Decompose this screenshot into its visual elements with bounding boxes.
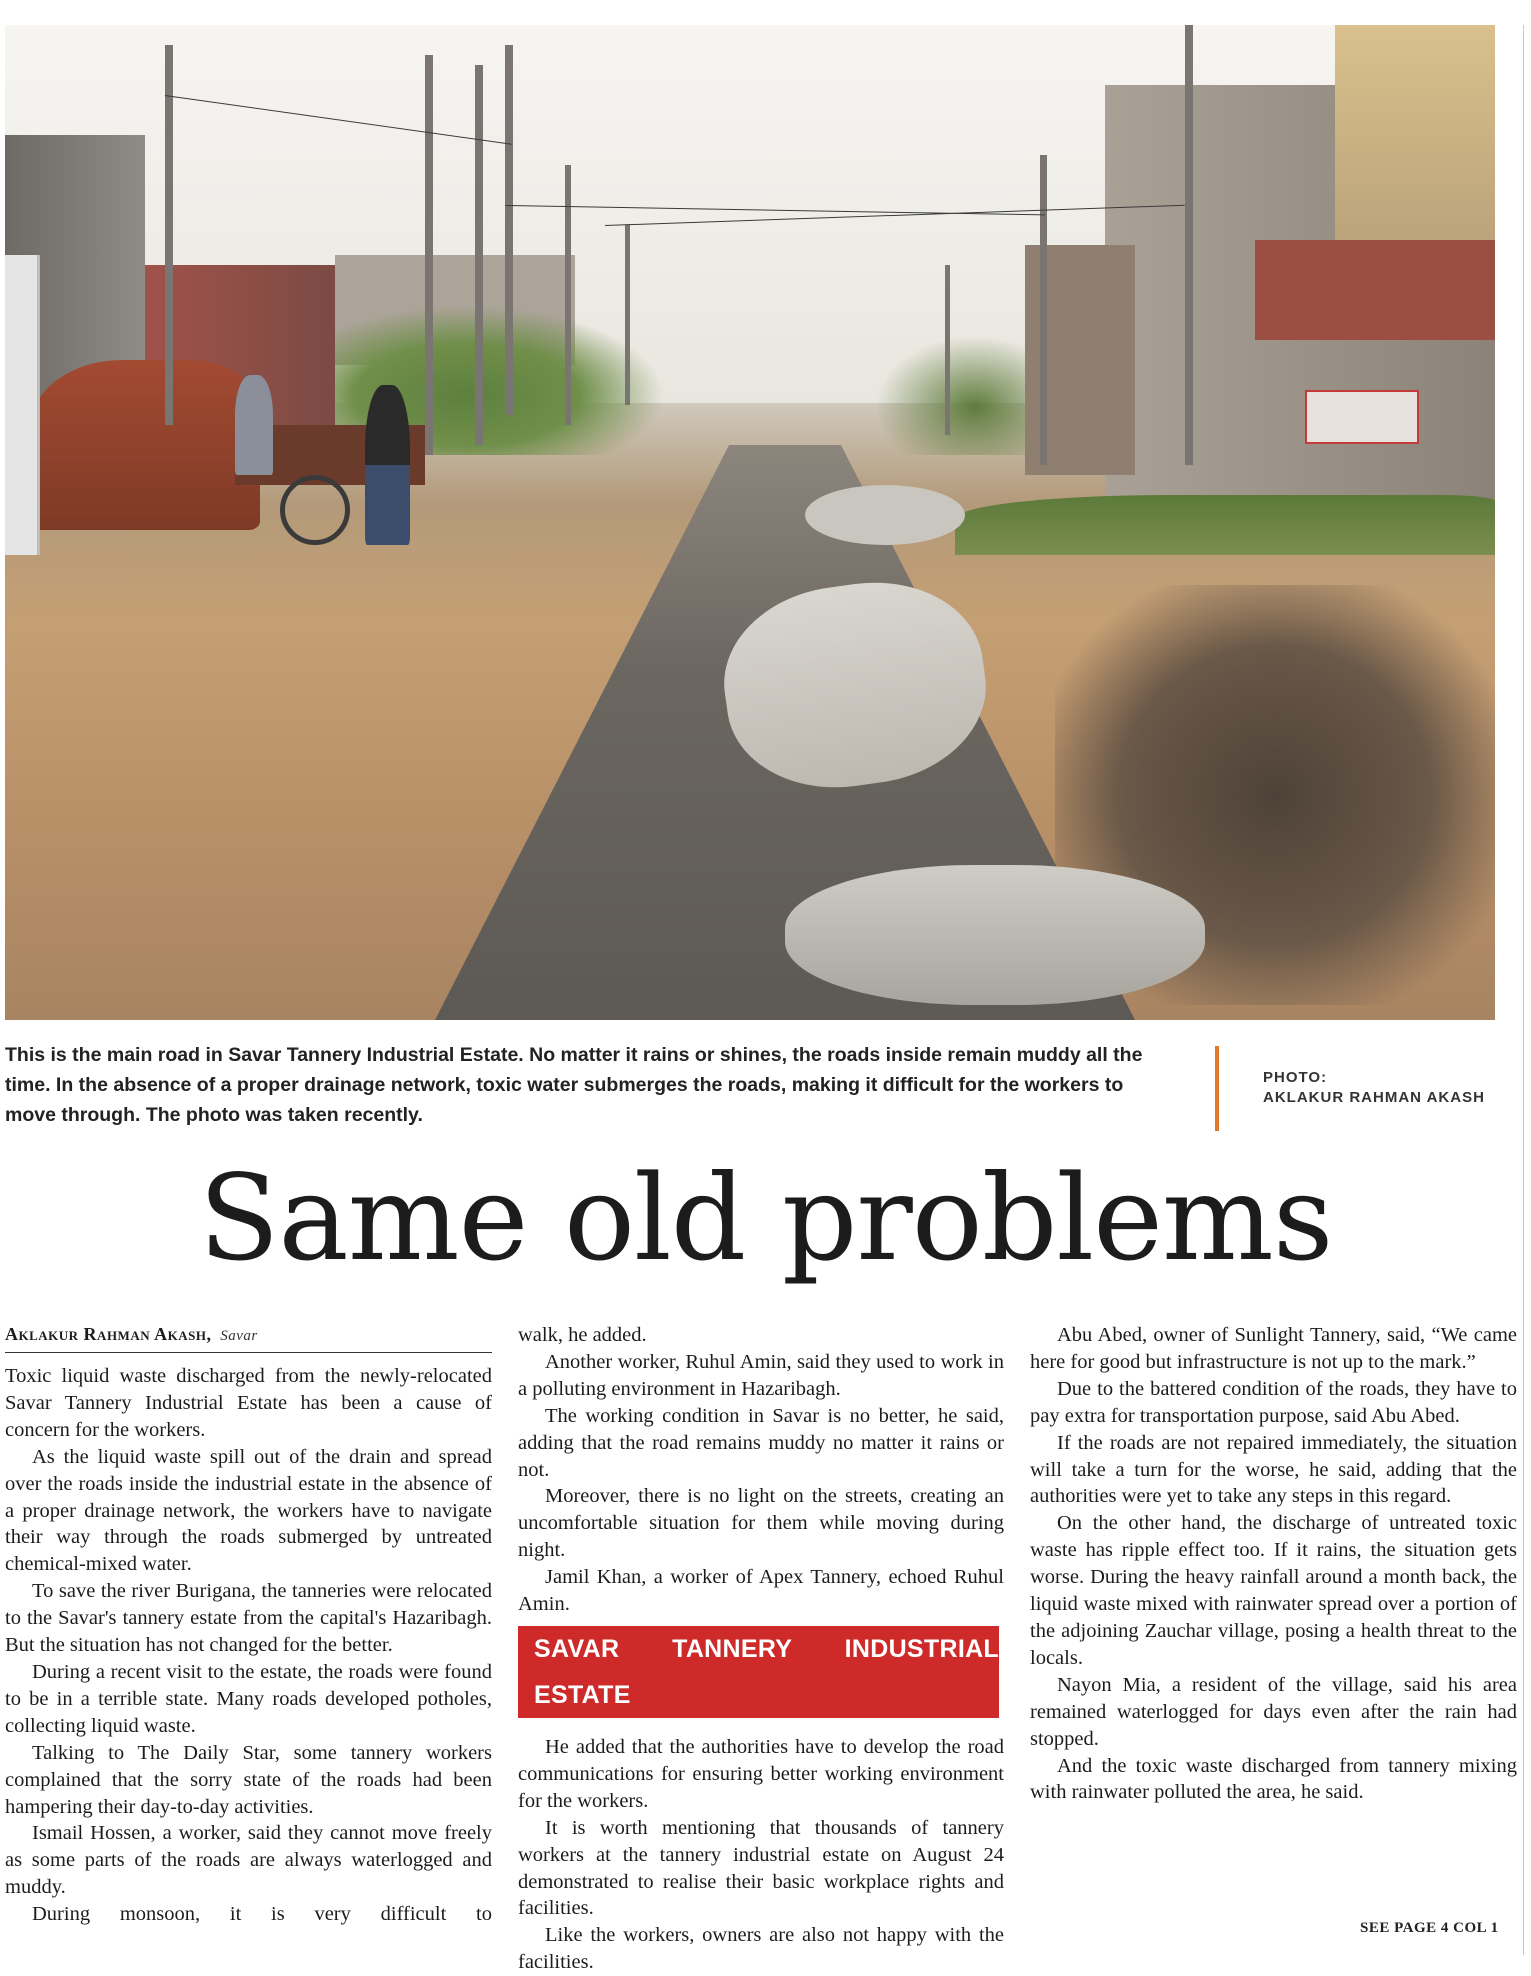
photo-person: [235, 375, 273, 475]
news-photo: [5, 25, 1495, 1020]
paragraph: As the liquid waste spill out of the drain and spread over the roads inside the industrial estate in the absence of a proper drainage network, the workers have to navigate their way through the roads submerged by untreated chemical-mixed water.: [5, 1445, 492, 1576]
photo-utility-pole: [425, 55, 433, 455]
photo-cart-wheel: [280, 475, 350, 545]
continuation-link[interactable]: SEE PAGE 4 COL 1: [1360, 1920, 1499, 1936]
headline: Same old problems: [198, 1149, 1333, 1287]
photo-utility-pole: [165, 45, 173, 425]
photo-utility-pole: [1040, 155, 1047, 465]
photo-utility-pole: [625, 225, 630, 405]
byline: [5, 1322, 492, 1353]
paragraph: Abu Abed, owner of Sunlight Tannery, said, “We came here for good but infrastructure is not up to the mark.”: [1030, 1324, 1517, 1373]
paragraph: On the other hand, the discharge of untreated toxic waste has ripple effect too. If it rains, the situation gets worse. During the heavy rainfall around a month back, the liquid waste mixed with rainwater spread over a portion of the adjoining Zauchar village, posing a health threat to the locals.: [1030, 1512, 1517, 1669]
photo-credit-label: PHOTO:: [1263, 1069, 1328, 1086]
paragraph: Due to the battered condition of the roads, they have to pay extra for transportation purpose, said Abu Abed.: [1030, 1377, 1517, 1427]
page-edge-rule: [1523, 25, 1524, 1955]
paragraph: Talking to The Daily Star, some tannery workers complained that the sorry state of the roads had been hampering their day-to-day activities.: [5, 1741, 492, 1818]
paragraph: Jamil Khan, a worker of Apex Tannery, echoed Ruhul Amin.: [518, 1566, 1004, 1616]
photo-utility-pole: [1185, 25, 1193, 465]
photo-person: [365, 385, 410, 545]
photo-puddle: [785, 865, 1205, 1005]
paragraph: And the toxic waste discharged from tannery mixing with rainwater polluted the area, he said.: [1030, 1754, 1517, 1804]
paragraph: He added that the authorities have to develop the road communications for ensuring better working environment for the workers.: [518, 1735, 1004, 1812]
byline-place: Savar: [220, 1328, 258, 1344]
photo-van: [5, 255, 40, 555]
photo-puddle: [805, 485, 965, 545]
photo-caption: This is the main road in Savar Tannery Industrial Estate. No matter it rains or shines, the roads inside remain muddy all the time. In the absence of a proper drainage network, toxic water submerges the roads, making it difficult for the workers to move through. The photo was taken recently.: [5, 1044, 1143, 1126]
article-column-2: [518, 1322, 1004, 1976]
photo-grass-verge: [955, 495, 1495, 555]
photo-utility-pole: [945, 265, 950, 435]
credit-accent-bar: [1215, 1046, 1219, 1131]
photo-banner: [1305, 390, 1419, 444]
paragraph: Like the workers, owners are also not happy with the facilities.: [518, 1924, 1004, 1974]
paragraph: The working condition in Savar is no better, he said, adding that the road remains muddy no matter it rains or not.: [518, 1404, 1004, 1481]
article-column-1: [5, 1322, 492, 1928]
paragraph: walk, he added.: [518, 1324, 647, 1346]
paragraph: Ismail Hossen, a worker, said they cannot move freely as some parts of the roads are always waterlogged and muddy.: [5, 1822, 492, 1899]
paragraph: To save the river Burigana, the tanneries were relocated to the Savar's tannery estate from the capital's Hazaribagh. But the situation has not changed for the better.: [5, 1580, 492, 1657]
paragraph: During monsoon, it is very difficult to: [32, 1903, 492, 1926]
paragraph: During a recent visit to the estate, the roads were found to be in a terrible state. Many roads developed potholes, collecting liquid waste.: [5, 1660, 492, 1737]
photo-brick-pile: [30, 360, 260, 530]
paragraph: Nayon Mia, a resident of the village, said his area remained waterlogged for days even after the rain had stopped.: [1030, 1673, 1517, 1750]
photo-brick-wall-right: [1255, 240, 1495, 340]
photo-utility-pole: [475, 65, 483, 445]
byline-author: Aklakur Rahman Akash,: [5, 1324, 212, 1344]
paragraph: Another worker, Ruhul Amin, said they used to work in a polluting environment in Hazaribagh.: [518, 1350, 1004, 1400]
paragraph: It is worth mentioning that thousands of tannery workers at the tannery industrial estate on August 24 demonstrated to realise their basic workplace rights and facilities.: [518, 1816, 1004, 1920]
section-subhead: SAVAR TANNERY INDUSTRIAL ESTATE: [518, 1626, 999, 1718]
paragraph: Moreover, there is no light on the streets, creating an uncomfortable situation for them while moving during night.: [518, 1485, 1004, 1562]
article-column-3: [1030, 1322, 1517, 1806]
paragraph: Toxic liquid waste discharged from the newly-relocated Savar Tannery Industrial Estate has been a cause of concern for the workers.: [5, 1365, 492, 1441]
photo-credit-name: AKLAKUR RAHMAN AKASH: [1263, 1089, 1485, 1106]
photo-building-right-upper: [1335, 25, 1495, 255]
paragraph: If the roads are not repaired immediately, the situation will take a turn for the worse, he said, adding that the authorities were yet to take any steps in this regard.: [1030, 1431, 1517, 1508]
photo-utility-pole: [505, 45, 513, 415]
photo-utility-pole: [565, 165, 571, 425]
photo-credit: [1263, 1068, 1485, 1108]
